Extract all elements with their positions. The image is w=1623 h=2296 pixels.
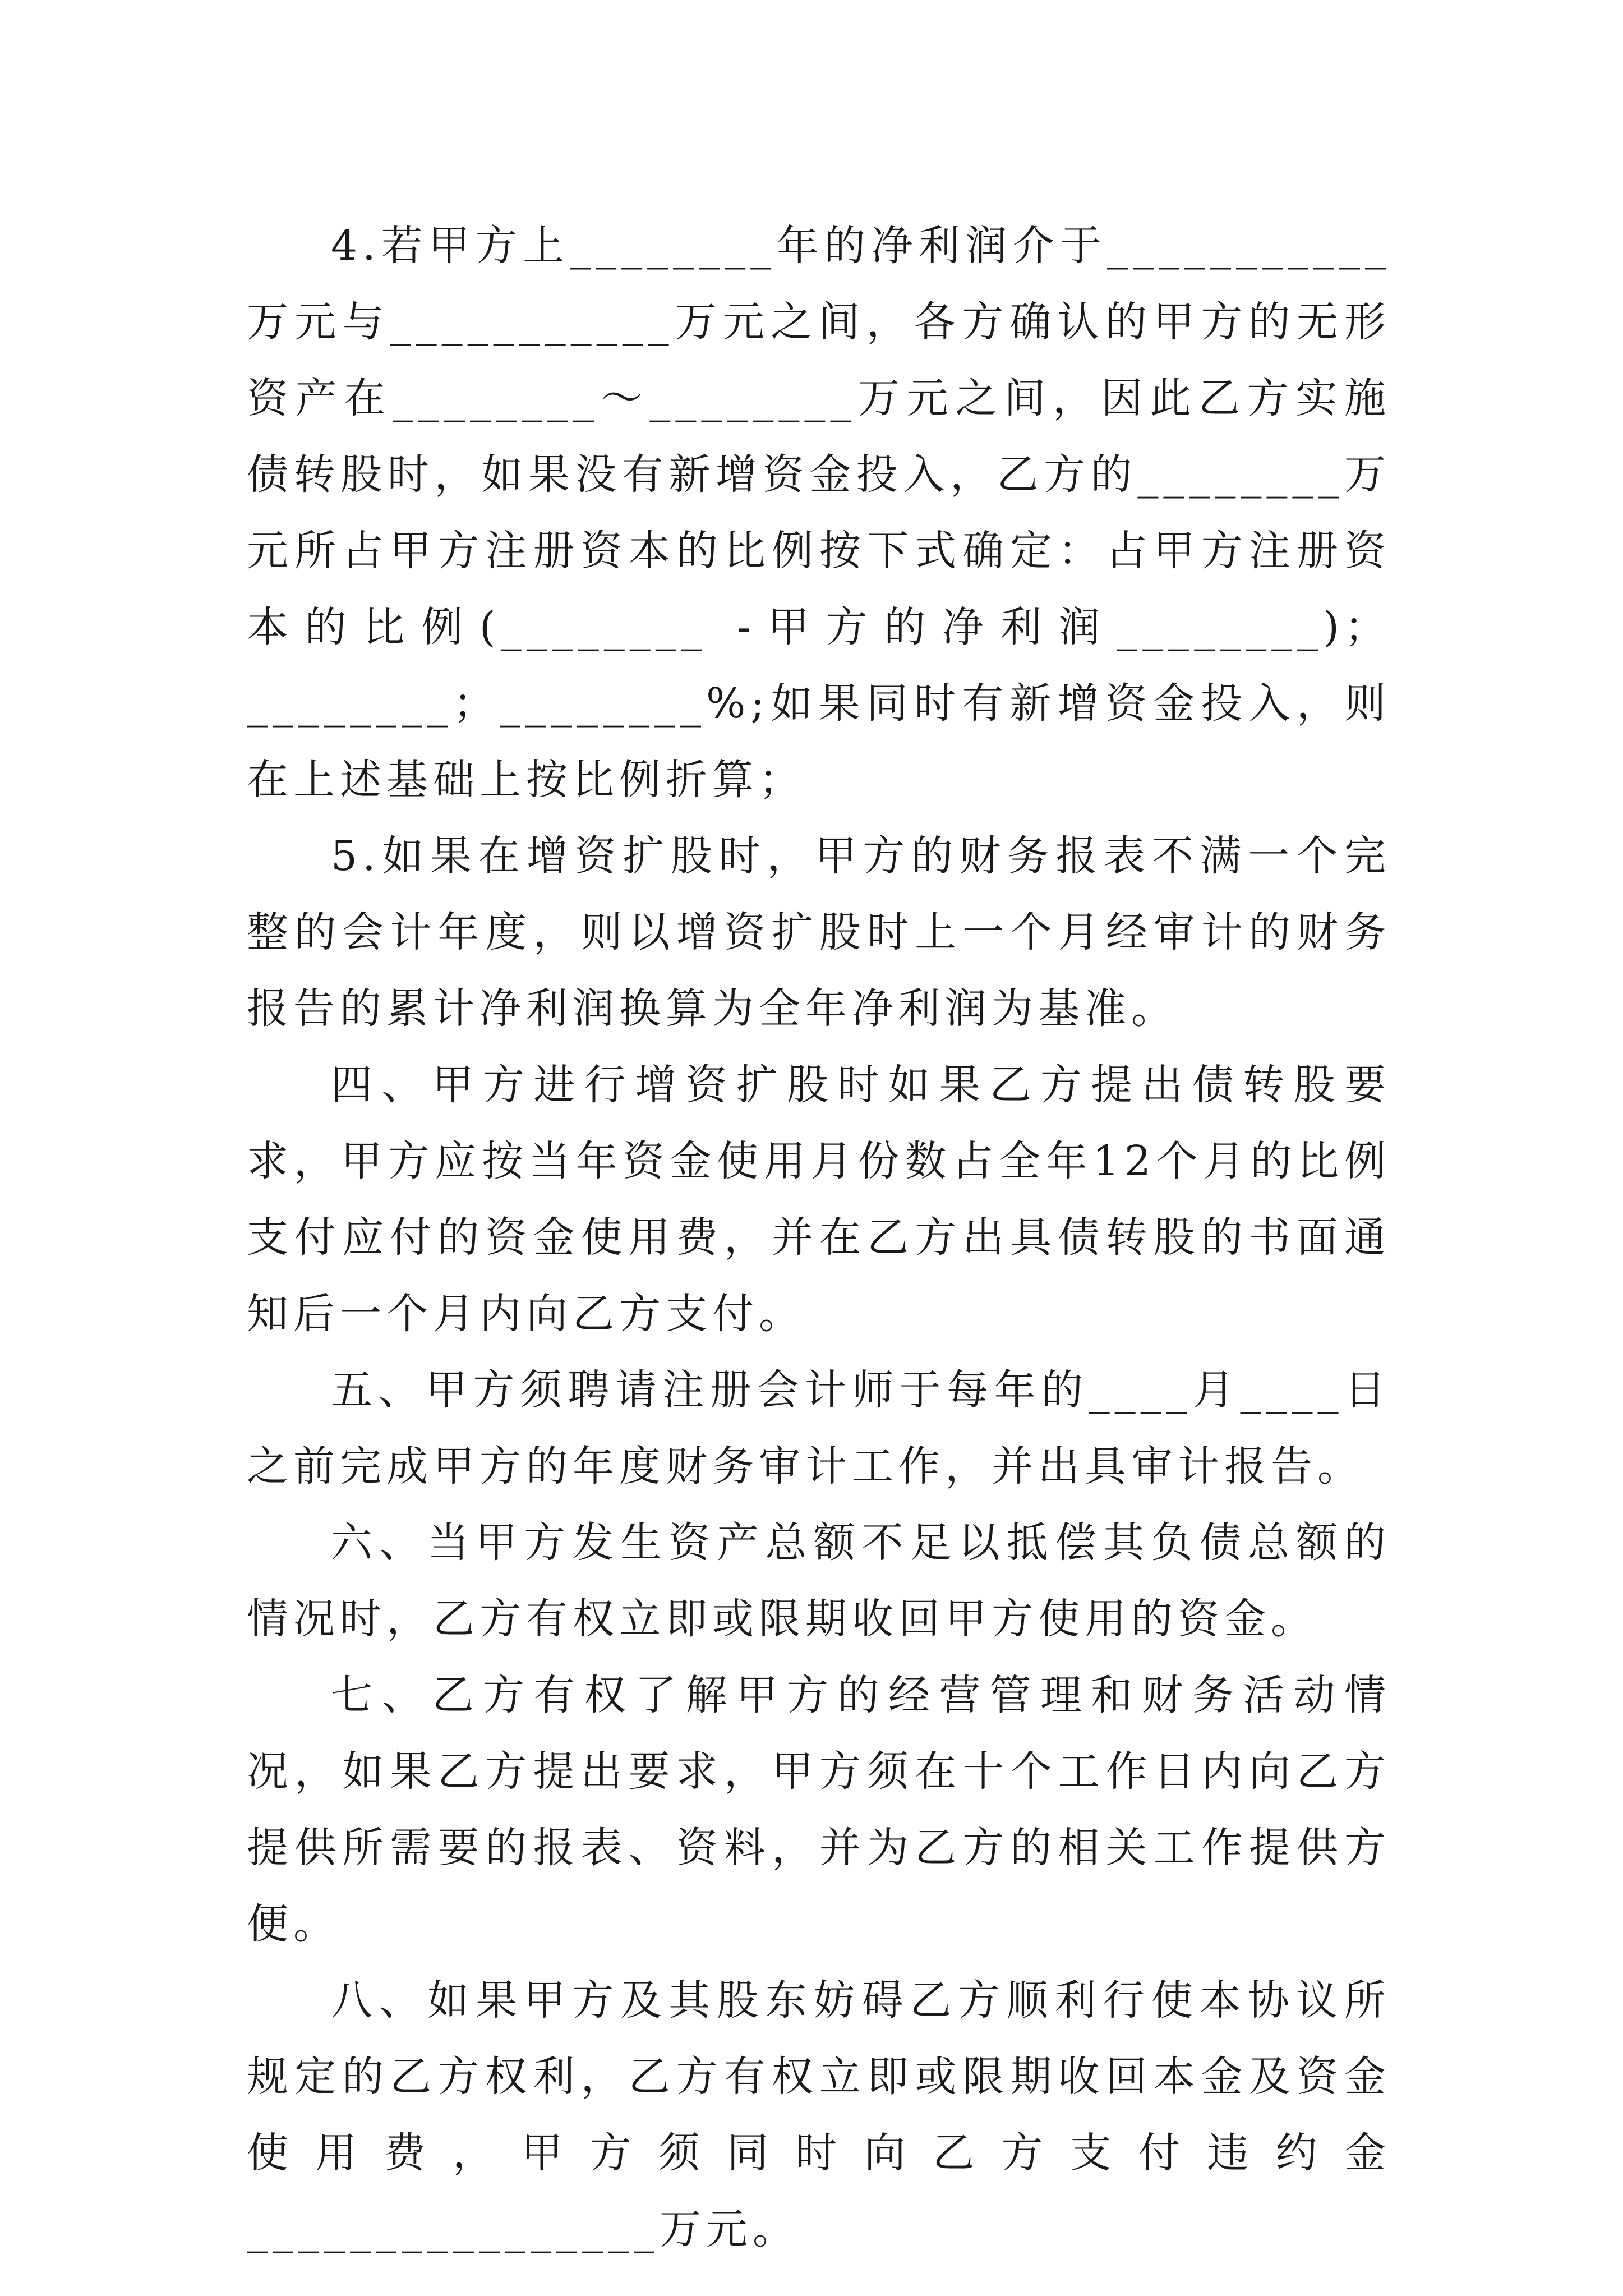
paragraph-clause-7: 七、乙方有权了解甲方的经营管理和财务活动情况，如果乙方提出要求，甲方须在十个工作日内向乙方提供所需要的报表、资料，并为乙方的相关工作提供方便。 xyxy=(247,1671,1391,1948)
paragraph-clause-8: 八、如果甲方及其股东妨碍乙方顺利行使本协议所规定的乙方权利，乙方有权立即或限期收回本金及资金使用费，甲方须同时向乙方支付违约金________________万元。 xyxy=(247,1976,1391,2253)
paragraph-clause-5: 五、甲方须聘请注册会计师于每年的____月____日之前完成甲方的年度财务审计工作，并出具审计报告。 xyxy=(247,1366,1391,1490)
paragraph-clause-4: 四、甲方进行增资扩股时如果乙方提出债转股要求，甲方应按当年资金使用月份数占全年12个月的比例支付应付的资金使用费，并在乙方出具债转股的书面通知后一个月内向乙方支付。 xyxy=(247,1061,1391,1338)
paragraph-clause-6: 六、当甲方发生资产总额不足以抵偿其负债总额的情况时，乙方有权立即或限期收回甲方使用的资金。 xyxy=(247,1519,1391,1643)
paragraph-item-4: 4.若甲方上________年的净利润介于___________万元与___________万元之间，各方确认的甲方的无形资产在________～________万元之间，因此乙方实施债转股时，如果没有新增资金投入，乙方的________万元所占甲方注册资本的比例按下式确定：占甲方注册资本的比例(________ -甲方的净利润________)；________；________%;如果同时有新增资金投入，则在上述基础上按比例折算； xyxy=(247,222,1391,804)
document-body xyxy=(247,208,1391,2267)
paragraph-item-5: 5.如果在增资扩股时，甲方的财务报表不满一个完整的会计年度，则以增资扩股时上一个月经审计的财务报告的累计净利润换算为全年净利润为基准。 xyxy=(247,832,1391,1033)
